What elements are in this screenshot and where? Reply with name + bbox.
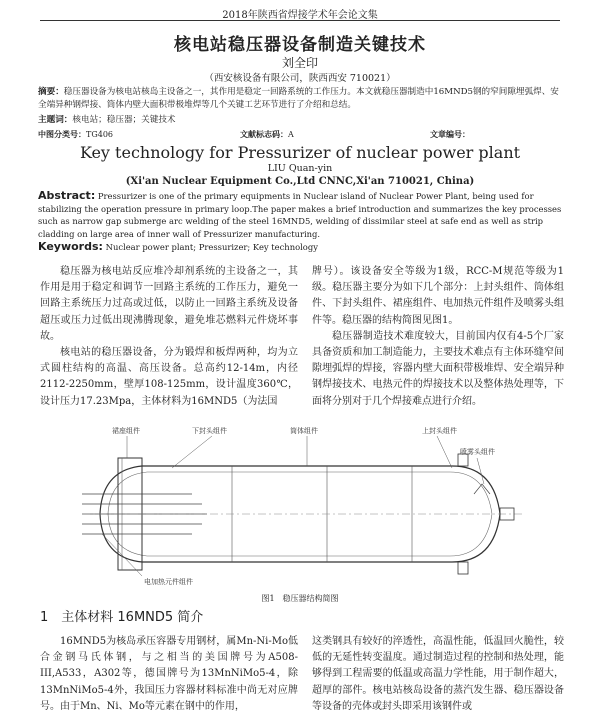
article-number-label: 文章编号：	[430, 129, 470, 139]
en-abstract-text: Pressurizer is one of the primary equipments in Nuclear island of Nuclear Power Plant, being used for stabilizing the operation pressure in primary loop.The paper makes a brief introduction and summarizes the key processes such as narrow gap submerge arc welding of the steel 16MND5, welding of dissimilar steel at safe end as well as strip cladding on large area of inner wall of Pressurizer manufacturing.	[38, 191, 562, 239]
cn-abstract	[38, 86, 564, 112]
en-keywords-label: Keywords:	[38, 240, 103, 253]
class-number	[38, 129, 113, 140]
label-upper-head: 上封头组件	[422, 427, 457, 435]
cn-title: 核电站稳压器设备制造关键技术	[174, 35, 426, 55]
cn-abstract-text: 稳压器设备为核电站核岛主设备之一，其作用是稳定一回路系统的工作压力。本文就稳压器制造中16MND5钢的窄间隙埋弧焊、安全端异种钢焊接、筒体内壁大面积带极堆焊等几个关键工艺环节进行了介绍和总结。	[38, 87, 559, 110]
label-skirt: 裙座组件	[112, 427, 140, 435]
cn-author: 刘全印	[281, 56, 318, 70]
pressurizer-diagram	[82, 424, 522, 589]
body-paragraph: 16MND5为核岛承压容器专用钢材，属Mn-Ni-Mo低合金钢马氏体钢，与之相当的美国牌号为A508-III,A533，A302等，德国牌号为13MnNiMo5-4，除13MnNiMo5-4外，我国压力容器材料标准中尚无对应牌号。由于Mn、Ni、Mo等元素在钢中的作用，	[40, 636, 298, 712]
label-lower-head: 下封头组件	[192, 427, 227, 435]
en-keywords	[38, 240, 564, 253]
class-number-value: TG406	[86, 130, 113, 139]
section-right-column	[312, 634, 564, 715]
pressurizer-drawing	[82, 424, 522, 589]
label-shell: 筒体组件	[290, 427, 318, 435]
body-paragraph: 稳压器为核电站反应堆冷却剂系统的主设备之一，其作用是用于稳定和调节一回路主系统的工作压力，避免一回路主系统压力过高或过低，以防止一回路主系统及设备超压或压力过低出现沸腾现象，避免堆芯燃料元件烧坏事故。	[40, 266, 298, 342]
figure-caption: 图1 稳压器结构简图	[261, 594, 339, 603]
cn-abstract-label: 摘要：	[38, 87, 64, 97]
label-heater: 电加热元件组件	[144, 578, 193, 586]
body-left-column	[40, 264, 298, 410]
body-right-column	[312, 264, 564, 410]
doc-code-label: 文献标志码：	[240, 129, 288, 139]
label-spray: 喷雾头组件	[460, 448, 495, 456]
cn-keywords-label: 主题词：	[38, 115, 73, 125]
doc-code	[240, 129, 294, 140]
body-paragraph: 稳压器制造技术难度较大，目前国内仅有4-5个厂家具备资质和加工制造能力，主要技术难点有主体环缝窄间隙埋弧焊的焊接，容器内壁大面积带极堆焊、安全端异种钢焊接技术、电热元件的焊接技术以及整体热处理等，下面将分别对于几个焊接难点进行介绍。	[312, 330, 564, 407]
page-header: 2018年陕西省焊接学术年会论文集	[222, 10, 378, 21]
cn-affiliation: （西安核设备有限公司，陕西西安 710021）	[204, 73, 396, 84]
doc-code-value: A	[288, 130, 294, 139]
en-title: Key technology for Pressurizer of nuclear power plant	[79, 143, 521, 162]
cn-keywords-text: 核电站；稳压器；关键技术	[72, 115, 176, 125]
body-paragraph: 牌号）。该设备安全等级为1级，RCC-M规范等级为1级。稳压器主要分为如下几个部分：上封头组件、筒体组件、下封头组件、裙座组件、电加热元件组件及喷雾头组件等。稳压器的结构简图见图1。	[312, 266, 564, 326]
en-abstract-label: Abstract:	[38, 189, 96, 202]
cn-keywords	[38, 113, 564, 125]
en-affiliation: (Xi'an Nuclear Equipment Co.,Ltd CNNC,Xi'an 710021, China)	[125, 176, 475, 187]
class-number-label: 中图分类号：	[38, 129, 86, 139]
article-number	[430, 129, 470, 140]
body-paragraph: 核电站的稳压器设备，分为锻焊和板焊两种，均为立式圆柱结构的高温、高压设备。总高约12-14m，内径2112-2250mm，壁厚108-125mm，设计温度360℃，设计压力17.23Mpa，主体材料为16MND5（为法国	[40, 347, 298, 407]
en-keywords-text: Nuclear power plant; Pressurizer; Key technology	[105, 242, 318, 252]
header-rule	[40, 20, 560, 21]
body-paragraph: 这类钢具有较好的淬透性，高温性能，低温回火脆性，较低的无延性转变温度。通过制造过程的控制和热处理，能够得到工程需要的低温或高温力学性能，用于制作超大，超厚的部件。核电站核岛设备的蒸汽发生器、稳压器设备等设备的壳体或封头即采用该钢件或	[312, 636, 564, 712]
en-author: LIU Quan-yin	[267, 163, 333, 174]
section-heading: 1 主体材料 16MND5 简介	[40, 610, 204, 625]
en-abstract	[38, 190, 564, 240]
section-left-column	[40, 634, 298, 715]
